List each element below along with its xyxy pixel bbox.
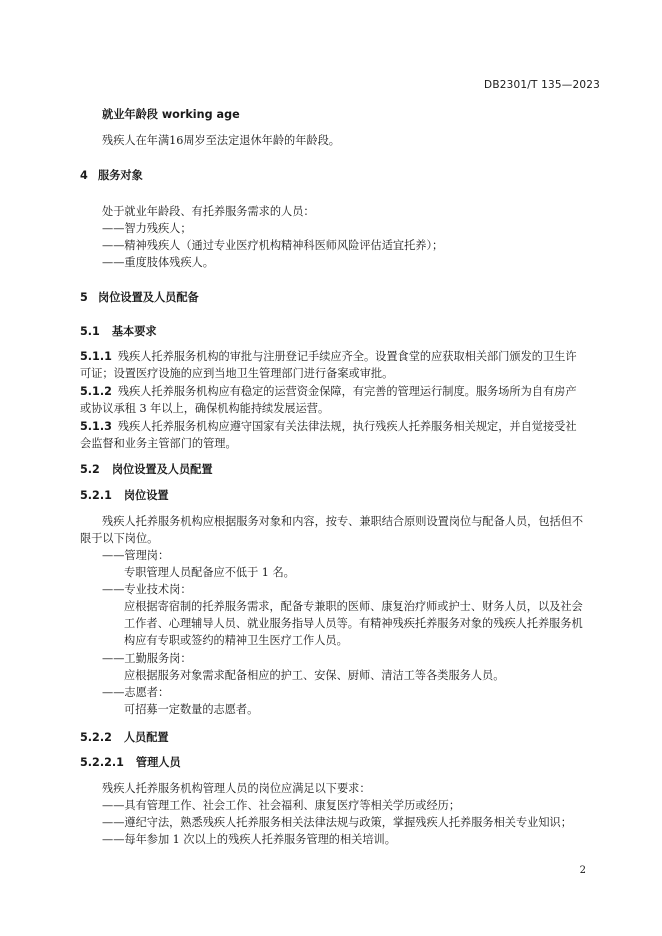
list-item: ——遵纪守法，熟悉残疾人托养服务相关法律法规与政策，掌握残疾人托养服务相关专业知识；: [102, 816, 572, 829]
term-name: [102, 108, 627, 122]
list-item: ——具有管理工作、社会工作、社会福利、康复医疗等相关学历或经历；: [102, 799, 461, 812]
list-item: ——精神残疾人（通过专业医疗机构精神科医师风险评估适宜托养）；: [102, 239, 444, 252]
section-title: 岗位设置: [123, 489, 169, 502]
section-5-2-1-para-line-1: 残疾人托养服务机构应根据服务对象和内容，按专、兼职结合原则设置岗位与配备人员，包括但不: [102, 515, 584, 528]
section-title: 岗位设置及人员配备: [98, 291, 199, 304]
clause-number: 5.1.1: [80, 350, 112, 363]
clause-5-1-1-line-1: [80, 350, 605, 364]
section-5-2-2-1-intro: 残疾人托养服务机构管理人员的岗位应满足以下要求：: [102, 782, 371, 795]
section-number: 5: [80, 291, 88, 304]
list-item: ——每年参加 1 次以上的残疾人托养服务管理的相关培训。: [102, 833, 396, 846]
post-technical-line-2: 工作者、心理辅导人员、就业服务指导人员等。有精神残疾托养服务对象的残疾人托养服务机: [124, 617, 583, 630]
list-item: ——重度肢体残疾人。: [102, 256, 214, 269]
post-volunteer-label: ——志愿者：: [102, 686, 170, 699]
post-technical-line-1: 应根据寄宿制的托养服务需求，配备专兼职的医师、康复治疗师或护士、财务人员，以及社会: [124, 600, 583, 613]
section-number: 5.1: [80, 325, 100, 338]
section-5-1-heading: [80, 325, 605, 339]
section-number: 5.2.2: [80, 731, 112, 744]
clause-text: 残疾人托养服务机构应遵守国家有关法律法规，执行残疾人托养服务相关规定，并自觉接受社: [117, 420, 577, 433]
section-title: 岗位设置及人员配置: [111, 463, 213, 476]
clause-text: 残疾人托养服务机构的审批与注册登记手续应齐全。设置食堂的应获取相关部门颁发的卫生许: [117, 350, 577, 363]
post-volunteer-text: 可招募一定数量的志愿者。: [124, 703, 259, 716]
clause-number: 5.1.2: [80, 385, 112, 398]
section-4-heading: [80, 169, 605, 183]
section-5-2-heading: [80, 463, 605, 477]
section-number: 5.2.2.1: [80, 756, 124, 769]
clause-number: 5.1.3: [80, 420, 112, 433]
section-title: 基本要求: [111, 325, 157, 338]
term-definition: 残疾人在年满16周岁至法定退休年龄的年龄段。: [102, 134, 340, 147]
clause-5-1-1-line-2: 可证；设置医疗设施的应到当地卫生管理部门进行备案或审批。: [80, 367, 394, 380]
clause-text: 残疾人托养服务机构应有稳定的运营资金保障，有完善的管理运行制度。服务场所为自有房产: [117, 385, 577, 398]
post-management-label: ——管理岗：: [102, 549, 170, 562]
clause-5-1-3-line-1: [80, 420, 605, 434]
post-service-text: 应根据服务对象需求配备相应的护工、安保、厨师、清洁工等各类服务人员。: [124, 669, 505, 682]
section-5-2-1-para-line-2: 限于以下岗位。: [80, 532, 159, 545]
post-service-label: ——工勤服务岗：: [102, 652, 192, 665]
post-technical-line-3: 构应有专职或签约的精神卫生医疗工作人员。: [124, 634, 348, 647]
section-title: 服务对象: [98, 169, 143, 182]
section-number: 5.2.1: [80, 489, 112, 502]
post-management-text: 专职管理人员配备应不低于 1 名。: [124, 566, 295, 579]
section-number: 5.2: [80, 463, 100, 476]
section-title: 人员配置: [123, 731, 169, 744]
list-item: ——智力残疾人；: [102, 222, 192, 235]
section-5-2-1-heading: [80, 489, 605, 503]
clause-5-1-2-line-1: [80, 385, 605, 399]
section-5-2-2-heading: [80, 731, 605, 745]
document-id-header: DB2301/T 135—2023: [484, 79, 600, 91]
section-5-heading: [80, 291, 605, 305]
clause-5-1-2-line-2: 或协议承租 3 年以上，确保机构能持续发展运营。: [80, 402, 330, 415]
post-technical-label: ——专业技术岗：: [102, 583, 192, 596]
section-5-2-2-1-heading: [80, 756, 605, 770]
section-4-intro: 处于就业年龄段、有托养服务需求的人员：: [102, 205, 315, 218]
section-title: 管理人员: [135, 756, 181, 769]
section-number: 4: [80, 169, 88, 182]
page-number: 2: [579, 865, 586, 876]
clause-5-1-3-line-2: 会监督和业务主管部门的管理。: [80, 437, 237, 450]
term-name-text: 就业年龄段 working age: [102, 108, 240, 121]
